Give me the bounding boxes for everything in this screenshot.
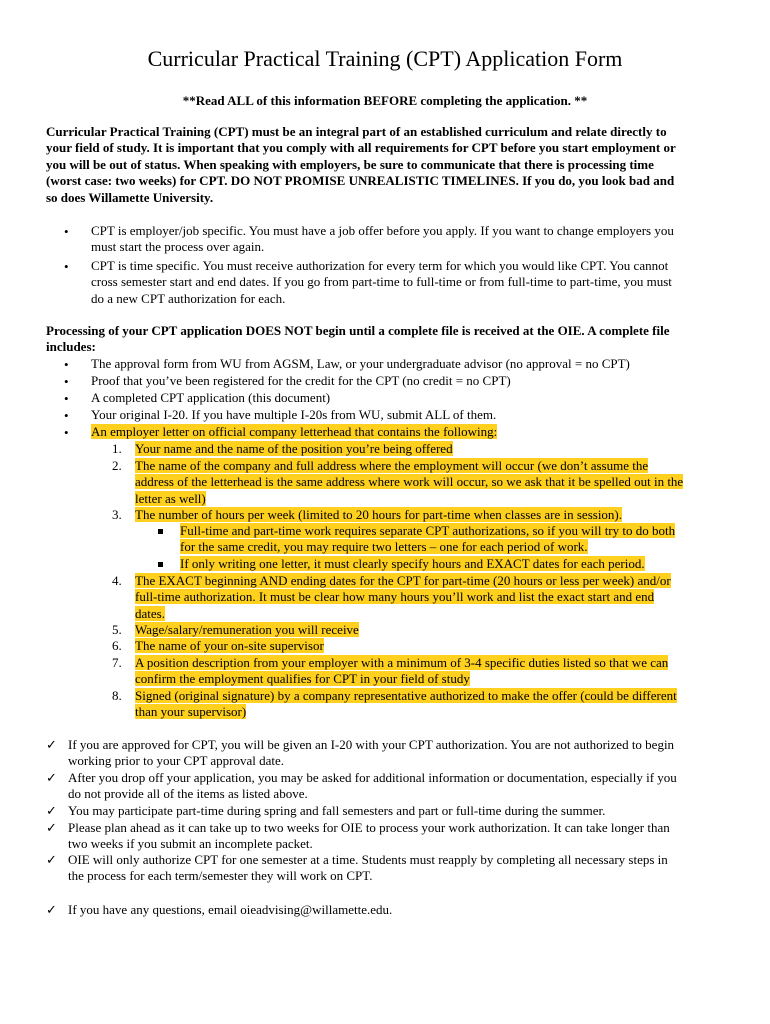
bullet-marker: • bbox=[64, 408, 69, 423]
highlighted-text: dates. bbox=[135, 605, 165, 621]
bullet-line: must start the process over again. bbox=[91, 239, 265, 255]
processing-heading-line: includes: bbox=[46, 339, 96, 355]
highlighted-text: The name of your on-site supervisor bbox=[135, 638, 324, 653]
checkmark-icon: ✓ bbox=[46, 852, 57, 867]
square-bullet-icon bbox=[158, 529, 163, 534]
highlighted-text: confirm the employment qualifies for CPT in your field of study bbox=[135, 671, 470, 687]
letter-item bbox=[135, 573, 671, 622]
item-number: 8. bbox=[112, 688, 122, 703]
item-number: 6. bbox=[112, 638, 122, 653]
highlighted-text: Signed (original signature) by a company representative authorized to make the offer (could be different bbox=[135, 688, 677, 703]
letter-item bbox=[135, 655, 668, 688]
intro-line: Curricular Practical Training (CPT) must be an integral part of an established curriculum and relate directly to bbox=[46, 124, 667, 139]
bullet-marker: • bbox=[64, 259, 69, 274]
intro-paragraph bbox=[46, 124, 728, 206]
letter-item bbox=[135, 638, 324, 654]
requirement-item: A completed CPT application (this document) bbox=[91, 390, 331, 405]
item-number: 2. bbox=[112, 458, 122, 473]
highlighted-text: The EXACT beginning AND ending dates for the CPT for part-time (20 hours or less per week) and/or bbox=[135, 573, 671, 588]
bullet-marker: • bbox=[64, 391, 69, 406]
requirement-item: The approval form from WU from AGSM, Law, or your undergraduate advisor (no approval = no CPT) bbox=[91, 356, 630, 371]
checkmark-icon: ✓ bbox=[46, 803, 57, 818]
item-number: 5. bbox=[112, 622, 122, 637]
bullet-marker: • bbox=[64, 357, 69, 372]
requirement-item: Proof that you’ve been registered for the credit for the CPT (no credit = no CPT) bbox=[91, 373, 511, 388]
highlighted-text: than your supervisor) bbox=[135, 704, 247, 720]
letter-item bbox=[135, 507, 622, 523]
check-item: OIE will only authorize CPT for one semester at a time. Students must reapply by completing all necessary steps in the process for each term/semester they will work on CPT. bbox=[68, 852, 668, 884]
letter-item bbox=[135, 458, 683, 507]
check-item: Please plan ahead as it can take up to two weeks for OIE to process your work authorization. It can take longer than two weeks if you submit an incomplete packet. bbox=[68, 820, 670, 852]
bullet-line: do a new CPT authorization for each. bbox=[91, 290, 286, 306]
bullet-line: cross semester start and end dates. If you go from part-time to full-time or from full-time to part-time, you must bbox=[91, 274, 672, 290]
highlighted-text: full-time authorization. It must be clear how many hours you’ll work and list the exact start and end bbox=[135, 589, 655, 605]
highlighted-text: If only writing one letter, it must clearly specify hours and EXACT dates for each period. bbox=[180, 556, 645, 571]
letter-item bbox=[135, 688, 677, 721]
bullet-marker: • bbox=[64, 425, 69, 440]
bullet-marker: • bbox=[64, 224, 69, 239]
item-number: 4. bbox=[112, 573, 122, 588]
bullet-marker: • bbox=[64, 374, 69, 389]
letter-item bbox=[135, 441, 453, 457]
highlighted-text: An employer letter on official company letterhead that contains the following: bbox=[91, 424, 498, 439]
check-item-contact: If you have any questions, email oieadvising@willamette.edu. bbox=[68, 902, 393, 917]
highlighted-text: Full-time and part-time work requires separate CPT authorizations, so if you will try to do both bbox=[180, 523, 676, 538]
checkmark-icon: ✓ bbox=[46, 770, 57, 785]
requirement-item: Your original I-20. If you have multiple I-20s from WU, submit ALL of them. bbox=[91, 407, 497, 422]
highlighted-text: for the same credit, you may require two letters – one for each period of work. bbox=[180, 539, 588, 555]
highlighted-text: The name of the company and full address where the employment will occur (we don’t assume the bbox=[135, 458, 649, 473]
check-item: You may participate part-time during spring and fall semesters and part or full-time during the summer. bbox=[68, 803, 606, 818]
highlighted-text: Your name and the name of the position you’re being offered bbox=[135, 441, 453, 456]
bullet-line: CPT is time specific. You must receive authorization for every term for which you would like CPT. You cannot bbox=[91, 258, 669, 273]
bullet-line: CPT is employer/job specific. You must have a job offer before you apply. If you want to change employers you bbox=[91, 223, 674, 238]
checkmark-icon: ✓ bbox=[46, 902, 57, 917]
checkmark-icon: ✓ bbox=[46, 737, 57, 752]
highlighted-text: Wage/salary/remuneration you will receive bbox=[135, 622, 359, 637]
page-title: Curricular Practical Training (CPT) Application Form bbox=[147, 46, 623, 71]
highlighted-text: address of the letterhead is the same address where work will occur, so we ask that it be spelled out in the bbox=[135, 474, 684, 490]
highlighted-text: letter as well) bbox=[135, 490, 206, 506]
policy-bullet bbox=[91, 258, 672, 307]
intro-line: so does Willamette University. bbox=[46, 189, 214, 205]
check-item: If you are approved for CPT, you will be given an I-20 with your CPT authorization. You are not authorized to begin working prior to your CPT approval date. bbox=[68, 737, 675, 769]
policy-bullet bbox=[91, 223, 674, 256]
requirement-item-employer-letter bbox=[91, 424, 497, 440]
checkmark-icon: ✓ bbox=[46, 820, 57, 835]
intro-line: (worst case: two weeks) for CPT. DO NOT PROMISE UNREALISTIC TIMELINES. If you do, you look bad and bbox=[46, 173, 675, 189]
letter-sub-item bbox=[180, 523, 675, 556]
letter-sub-item bbox=[180, 556, 645, 572]
processing-heading-line: Processing of your CPT application DOES NOT begin until a complete file is received at the OIE. A complete file bbox=[46, 323, 670, 338]
item-number: 3. bbox=[112, 507, 122, 522]
intro-line: you will be out of status. When speaking with employers, be sure to communicate that there is processing time bbox=[46, 156, 654, 172]
item-number: 7. bbox=[112, 655, 122, 670]
highlighted-text: A position description from your employer with a minimum of 3-4 specific duties listed so that we can bbox=[135, 655, 669, 670]
highlighted-text: The number of hours per week (limited to 20 hours for part-time when classes are in session). bbox=[135, 507, 623, 522]
item-number: 1. bbox=[112, 441, 122, 456]
processing-heading bbox=[46, 323, 728, 356]
check-item: After you drop off your application, you may be asked for additional information or documentation, especially if you do not provide all of the items as listed above. bbox=[68, 770, 677, 802]
page-subtitle: **Read ALL of this information BEFORE completing the application. ** bbox=[182, 93, 588, 108]
intro-line: your field of study. It is important that you comply with all requirements for CPT before you start employment or bbox=[46, 140, 676, 156]
square-bullet-icon bbox=[158, 562, 163, 567]
letter-item bbox=[135, 622, 359, 638]
